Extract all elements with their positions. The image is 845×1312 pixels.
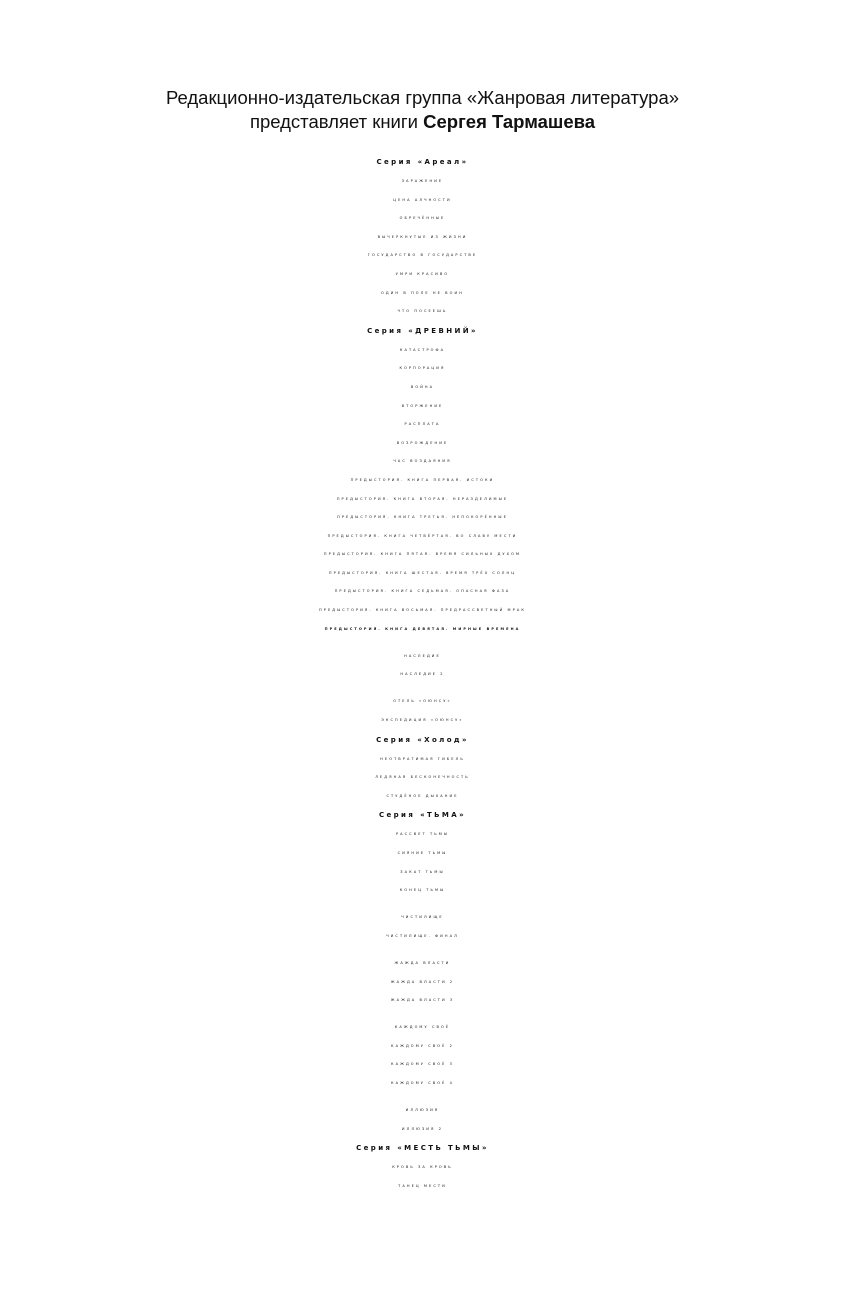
group-spacer [0, 1010, 845, 1019]
intro-text [0, 86, 845, 134]
book-title: КАЖДОМУ СВОЁ 3 [391, 1062, 454, 1067]
series-heading: Серия «Ареал» [376, 158, 469, 166]
book-title: КАЖДОМУ СВОЁ [394, 1025, 451, 1030]
presents-prefix: представляет книги [249, 111, 424, 132]
book-title: ПРЕДЫСТОРИЯ. КНИГА ВТОРАЯ. НЕРАЗДЕЛИМЫЕ [336, 496, 509, 501]
book-title: ВЫЧЕРКНУТЫЕ ИЗ ЖИЗНИ [377, 234, 468, 239]
publisher-line: Редакционно-издательская группа «Жанровая литература» [165, 87, 680, 108]
book-title: ИЛЛЮЗИЯ 2 [401, 1126, 444, 1131]
book-title: ЧТО ПОСЕЕШЬ [397, 309, 448, 314]
presents-line [0, 110, 845, 134]
book-title: ТАНЕЦ МЕСТИ [398, 1183, 447, 1188]
book-title: ПРЕДЫСТОРИЯ. КНИГА ДЕВЯТАЯ. МИРНЫЕ ВРЕМЕНА [324, 626, 521, 631]
book-title: ГОСУДАРСТВО В ГОСУДАРСТВЕ [367, 253, 478, 258]
book-title: КОНЕЦ ТЬМЫ [399, 888, 446, 893]
book-title: КАТАСТРОФА [399, 347, 446, 352]
book-title: ЧИСТИЛИЩЕ. ФИНАЛ [386, 933, 459, 938]
author-name: Сергея Тармашева [423, 111, 596, 132]
book-title: ЖАЖДА ВЛАСТИ 3 [390, 998, 455, 1003]
series-heading: Серия «ТЬМА» [378, 811, 467, 820]
book-title: ВОЗРОЖДЕНИЕ [396, 440, 449, 445]
book-title: ПРЕДЫСТОРИЯ. КНИГА ПЕРВАЯ. ИСТОКИ [350, 477, 495, 482]
book-title: ПРЕДЫСТОРИЯ. КНИГА ШЕСТАЯ. ВРЕМЯ ТРЁХ СОЛНЦ [328, 570, 517, 575]
book-title: ЧАС ВОЗДАЯНИЯ [393, 459, 452, 464]
book-title: ЭКСПЕДИЦИЯ «ОЮНСУ» [381, 718, 464, 723]
group-spacer [0, 638, 845, 647]
book-title: ПРЕДЫСТОРИЯ. КНИГА ТРЕТЬЯ. НЕПОКОРЁННЫЕ [337, 515, 508, 520]
book-title: РАССВЕТ ТЬМЫ [395, 832, 450, 837]
group-spacer [0, 684, 845, 693]
book-title: ВОЙНА [410, 384, 435, 389]
book-title: РАСПЛАТА [404, 422, 441, 427]
book-title: ОБРЕЧЁННЫЕ [399, 216, 446, 221]
book-title: ПРЕДЫСТОРИЯ. КНИГА ЧЕТВЁРТАЯ. ВО СЛАВУ МЕСТИ [327, 533, 518, 538]
book-title: НАСЛЕДИЕ 2 [400, 672, 445, 677]
book-title: НАСЛЕДИЕ [404, 653, 441, 658]
book-title: ЦЕНА АЛЧНОСТИ [393, 197, 452, 202]
book-title: УМРИ КРАСИВО [395, 271, 450, 276]
book-title: ПРЕДЫСТОРИЯ. КНИГА ПЯТАЯ. ВРЕМЯ СИЛЬНЫХ ДУХОМ [323, 552, 522, 557]
book-title: ЖАЖДА ВЛАСТИ 2 [390, 979, 455, 984]
book-title: ПРЕДЫСТОРИЯ. КНИГА СЕДЬМАЯ. ОПАСНАЯ ФАЗА [334, 589, 511, 594]
book-title: ИЛЛЮЗИЯ [405, 1108, 440, 1113]
book-title: ЗАРАЖЕНИЕ [401, 179, 444, 183]
book-title: КРОВЬ ЗА КРОВЬ [392, 1165, 453, 1170]
book-title: ОТЕЛЬ «ОЮНСУ» [393, 699, 452, 704]
book-title: КАЖДОМУ СВОЁ 4 [391, 1081, 454, 1086]
book-title: ЖАЖДА ВЛАСТИ [394, 960, 451, 965]
series-heading: Серия «МЕСТЬ ТЬМЫ» [356, 1144, 489, 1153]
group-spacer [0, 1093, 845, 1102]
book-title: НЕОТВРАТИМАЯ ГИБЕЛЬ [380, 756, 465, 761]
book-title: СИЯНИЕ ТЬМЫ [397, 851, 448, 855]
series-heading: Серия «Холод» [376, 735, 469, 744]
book-title: ВТОРЖЕНИЕ [401, 403, 444, 408]
series-list [0, 152, 845, 1196]
series-heading: Серия «ДРЕВНИЙ» [367, 326, 478, 335]
book-title: ЛЕДЯНАЯ БЕСКОНЕЧНОСТЬ [375, 775, 470, 780]
group-spacer [0, 900, 845, 909]
book-title: ЗАКАТ ТЬМЫ [400, 869, 445, 874]
book-title: СТУДЁНОЕ ДЫХАНИЕ [386, 793, 459, 798]
book-title: ЧИСТИЛИЩЕ [401, 915, 444, 920]
book-title: ПРЕДЫСТОРИЯ. КНИГА ВОСЬМАЯ. ПРЕДРАССВЕТНЫЙ МРАК [319, 608, 526, 613]
group-spacer [0, 945, 845, 954]
book-title: КОРПОРАЦИЯ [399, 366, 446, 371]
book-title: ОДИН В ПОЛЕ НЕ ВОИН [381, 290, 464, 295]
book-title: КАЖДОМУ СВОЁ 2 [391, 1043, 454, 1048]
